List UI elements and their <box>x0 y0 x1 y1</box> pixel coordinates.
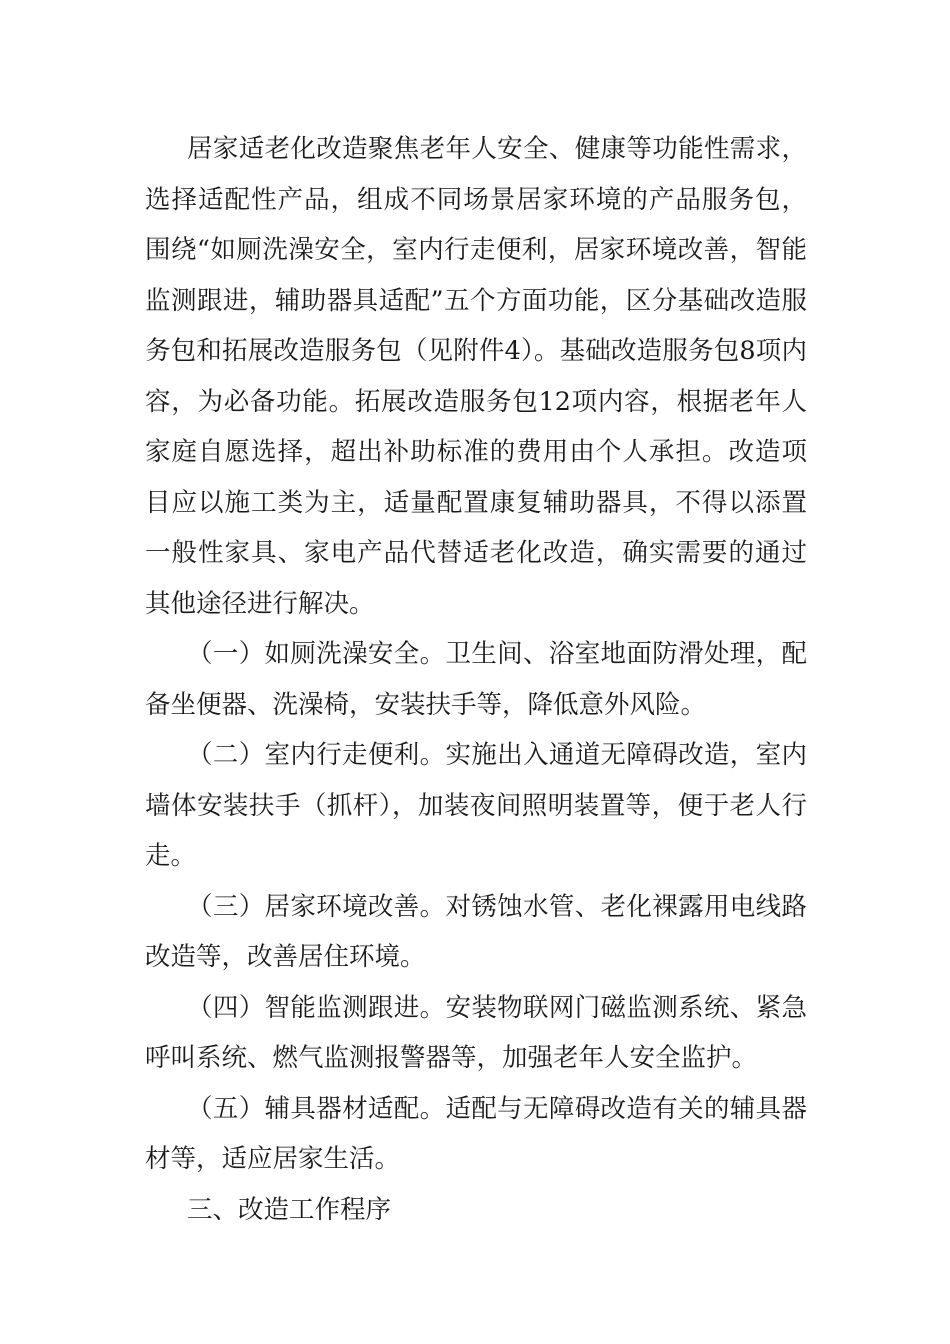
paragraph-item-4: （四）智能监测跟进。安装物联网门磁监测系统、紧急呼叫系统、燃气监测报警器等，加强老年人安全监护。 <box>145 992 807 1073</box>
paragraph-intro: 居家适老化改造聚焦老年人安全、健康等功能性需求，选择适配性产品，组成不同场景居家环境的产品服务包，围绕“如厕洗澡安全，室内行走便利，居家环境改善，智能监测跟进，辅助器具适配”五个方面功能，区分基础改造服务包和拓展改造服务包（见附件4）。基础改造服务包8项内容，为必备功能。拓展改造服务包12项内容，根据老年人家庭自愿选择，超出补助标准的费用由个人承担。改造项目应以施工类为主，适量配置康复辅助器具，不得以添置一般性家具、家电产品代替适老化改造，确实需要的通过其他途径进行解决。 <box>145 134 807 619</box>
paragraph-item-5: （五）辅具器材适配。适配与无障碍改造有关的辅具器材等，适应居家生活。 <box>145 1093 807 1174</box>
paragraph-item-2: （二）室内行走便利。实施出入通道无障碍改造，室内墙体安装扶手（抓杆），加装夜间照明装置等，便于老人行走。 <box>145 740 807 871</box>
paragraph-item-1: （一）如厕洗澡安全。卫生间、浴室地面防滑处理，配备坐便器、洗澡椅，安装扶手等，降低意外风险。 <box>145 639 807 720</box>
paragraph-item-3: （三）居家环境改善。对锈蚀水管、老化裸露用电线路改造等，改善居住环境。 <box>145 891 807 972</box>
document-body <box>145 124 807 1235</box>
section-heading: 三、改造工作程序 <box>187 1194 392 1225</box>
